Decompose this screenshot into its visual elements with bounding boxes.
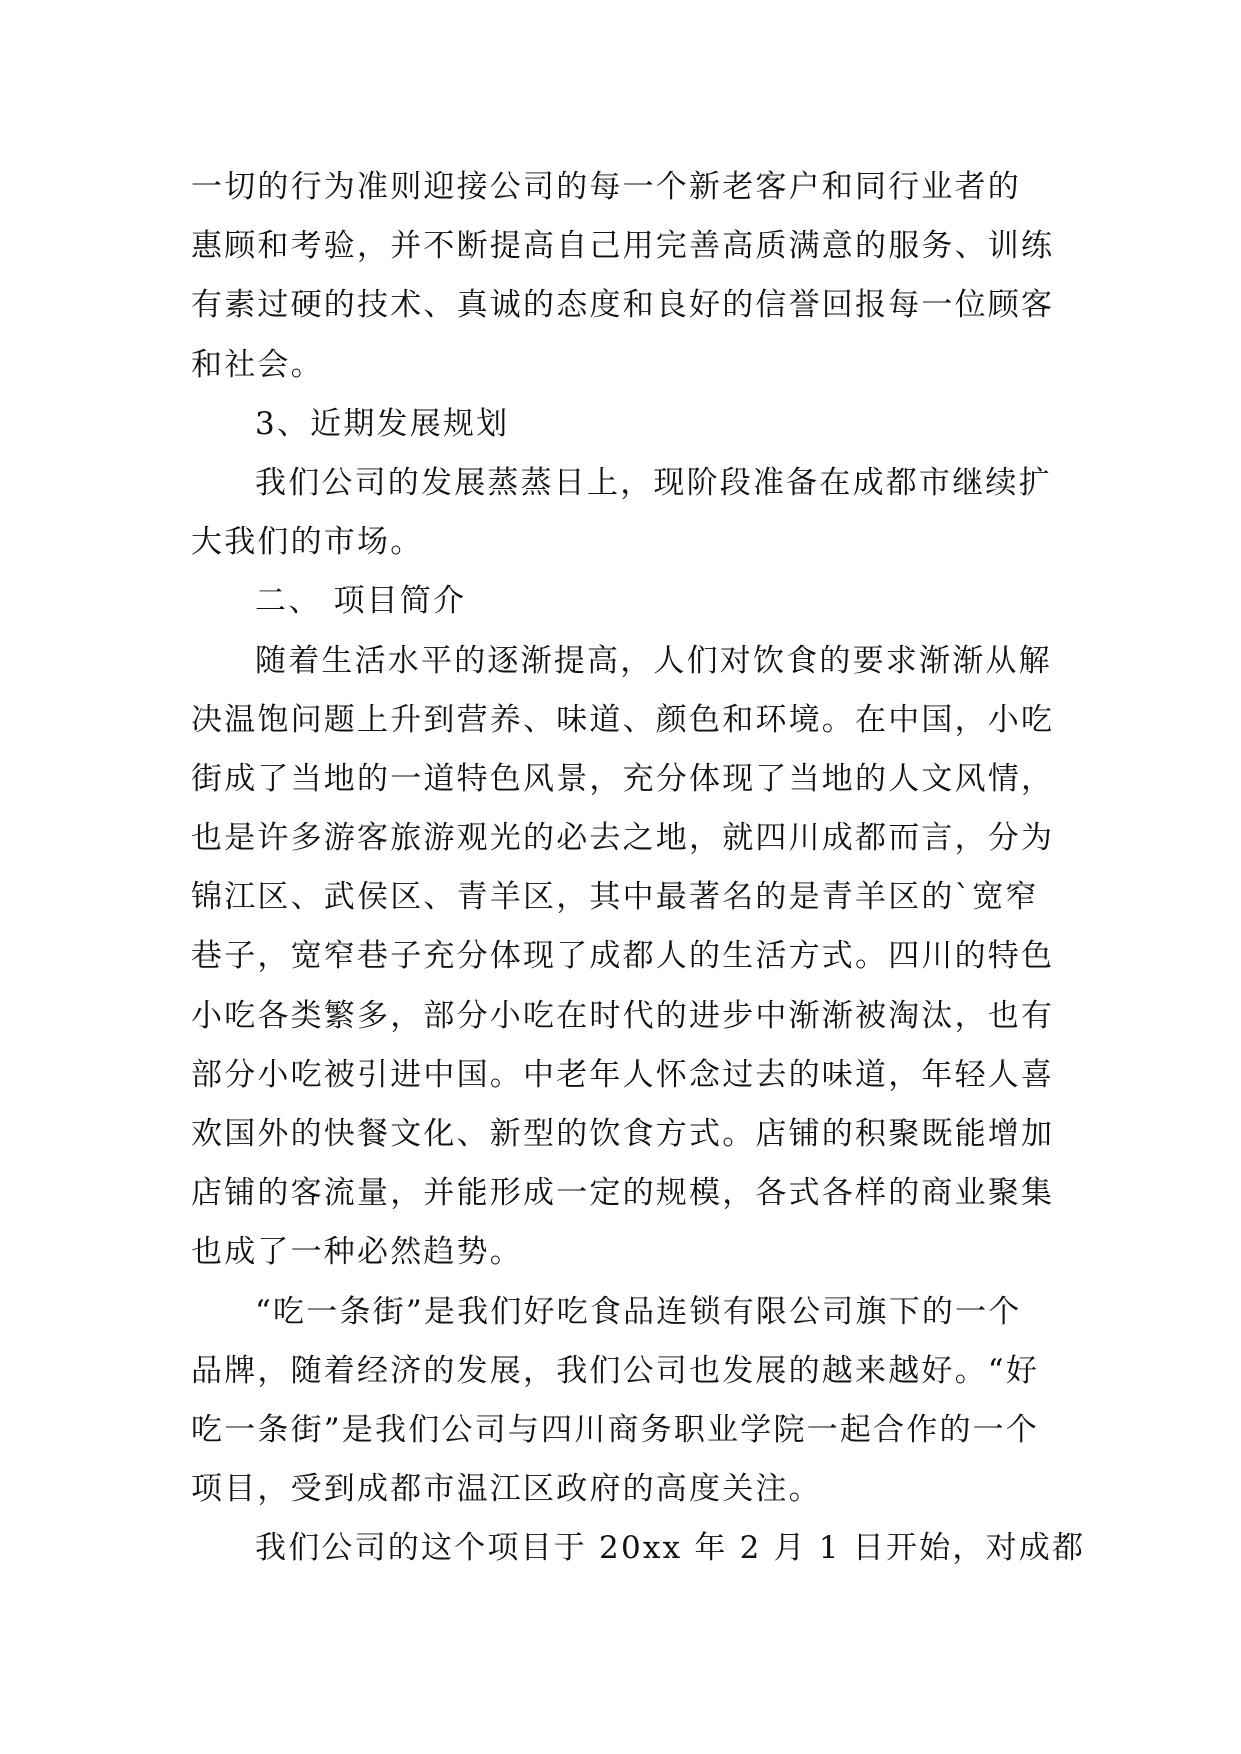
- text-line: 锦江区、武侯区、青羊区，其中最著名的是青羊区的`宽窄: [191, 879, 1039, 916]
- text-line: 品牌，随着经济的发展，我们公司也发展的越来越好。“好: [191, 1352, 1040, 1389]
- text-line: 决温饱问题上升到营养、味道、颜色和环境。在中国，小吃: [191, 701, 1055, 738]
- text-line: 我们公司的这个项目于 20xx 年 2 月 1 日开始，对成都: [255, 1530, 1086, 1567]
- text-line: 我们公司的发展蒸蒸日上，现阶段准备在成都市继续扩: [255, 464, 1052, 501]
- section-heading: 二、 项目简介: [255, 583, 467, 620]
- document-body: [191, 158, 1086, 1579]
- text-line: 欢国外的快餐文化、新型的饮食方式。店铺的积聚既能增加: [191, 1116, 1055, 1152]
- text-line: 部分小吃被引进中国。中老年人怀念过去的味道，年轻人喜: [191, 1056, 1055, 1093]
- text-line: 项目，受到成都市温江区政府的高度关注。: [191, 1471, 822, 1508]
- text-line: 吃一条街”是我们公司与四川商务职业学院一起合作的一个: [191, 1411, 1040, 1448]
- text-line: 巷子，宽窄巷子充分体现了成都人的生活方式。四川的特色: [191, 938, 1055, 975]
- text-line: 也是许多游客旅游观光的必去之地，就四川成都而言，分为: [191, 820, 1055, 857]
- text-line: 店铺的客流量，并能形成一定的规模，各式各样的商业聚集: [191, 1175, 1055, 1212]
- text-line: 惠顾和考验，并不断提高自己用完善高质满意的服务、训练: [191, 228, 1055, 265]
- text-line: 小吃各类繁多，部分小吃在时代的进步中渐渐被淘汰，也有: [191, 997, 1055, 1034]
- text-line: 街成了当地的一道特色风景，充分体现了当地的人文风情，: [191, 760, 1055, 797]
- text-line: 一切的行为准则迎接公司的每一个新老客户和同行业者的: [191, 169, 1021, 205]
- text-line: 和社会。: [191, 346, 324, 383]
- text-line: 也成了一种必然趋势。: [191, 1234, 523, 1271]
- text-line: “吃一条街”是我们好吃食品连锁有限公司旗下的一个: [255, 1293, 1022, 1330]
- text-line: 有素过硬的技术、真诚的态度和良好的信誉回报每一位顾客: [191, 287, 1055, 324]
- text-line: 随着生活水平的逐渐提高，人们对饮食的要求渐渐从解: [255, 642, 1052, 679]
- text-line: 大我们的市场。: [191, 524, 424, 561]
- section-heading: 3、近期发展规划: [255, 405, 510, 442]
